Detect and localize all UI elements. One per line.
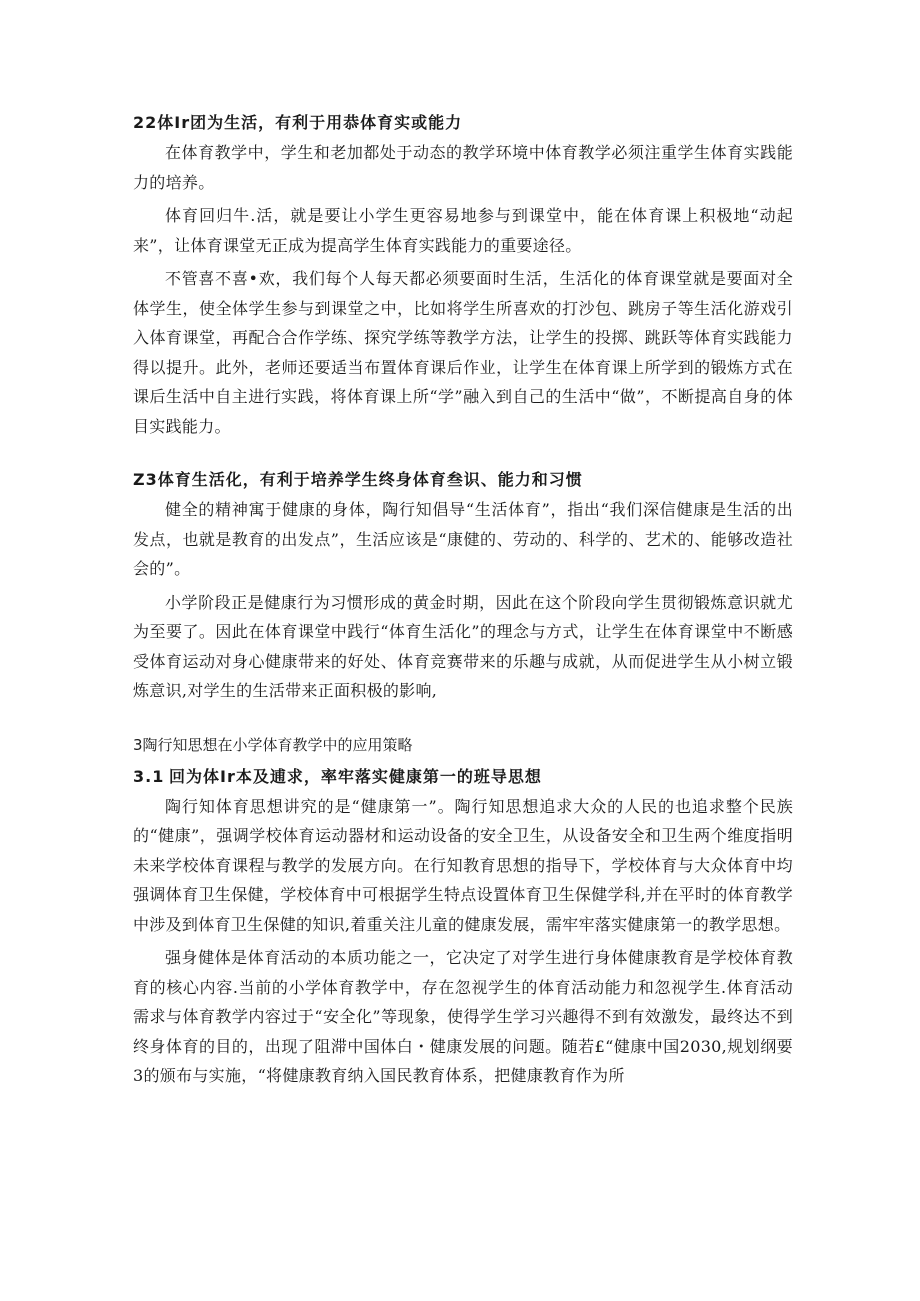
paragraph: 陶行知体育思想讲究的是“健康第一”。陶行知思想追求大众的人民的也追求整个民族的“健康”，强调学校体育运动器材和运动设备的安全卫生，从设备安全和卫生两个维度指明未来学校体育课程与教学的发展方向。在行知教育思想的指导下，学校体育与大众体育中均强调体育卫生保健，学校体育中可根据学生特点设置体育卫生保健学科,并在平时的体育教学中涉及到体育卫生保健的知识,着重关注儿童的健康发展，需牢牢落实健康第一的教学思想。 bbox=[133, 796, 793, 934]
document-body bbox=[133, 112, 793, 1095]
paragraph: 小学阶段正是健康行为习惯形成的黄金时期，因此在这个阶段向学生贯彻锻炼意识就尤为至要了。因此在体育课堂中践行“体育生活化”的理念与方式，让学生在体育课堂中不断感受体育运动对身心健康带来的好处、体育竞赛带来的乐趣与成就，从而促进学生从小树立锻炼意识,对学生的生活带来正面积极的影响, bbox=[133, 592, 793, 700]
paragraph: 体育回归牛.活，就是要让小学生更容易地参与到课堂中，能在体育课上积极地“动起来”，让体育课堂无正成为提高学生体育实践能力的重要途径。 bbox=[133, 206, 793, 255]
section-heading-2-2: 22体Ir团为生活，有利于用恭体育实或能力 bbox=[133, 113, 463, 132]
section-heading-3-1 bbox=[133, 766, 793, 788]
paragraph: 健全的精神寓于健康的身体，陶行知倡导“生活体育”，指出“我们深信健康是生活的出发点，也就是教育的出发点”，生活应该是“康健的、劳动的、科学的、艺术的、能够改造社会的”。 bbox=[133, 500, 793, 578]
paragraph: 不管喜不喜•欢，我们每个人每天都必须要面时生活，生活化的体育课堂就是要面对全体学生，使全体学生参与到课堂之中，比如将学生所喜欢的打沙包、跳房子等生活化游戏引入体育课堂，再配合合作学练、探究学练等教学方法，让学生的投掷、跳跃等体育实践能力得以提升。此外，老师还要适当布置体育课后作业，让学生在体育课上所学到的锻炼方式在课后生活中自主进行实践，将体育课上所“学”融入到自己的生活中“做”，不断提高自身的体目实践能力。 bbox=[133, 269, 793, 436]
paragraph: 在体育教学中，学生和老加都处于动态的教学环境中体育教学必须注重学生体育实践能力的培养。 bbox=[133, 143, 793, 192]
section-heading-2-3: Z3体育生活化，有利于培养学生终身体育叁识、能力和习惯 bbox=[133, 470, 583, 489]
paragraph: 强身健体是体育活动的本质功能之一，它决定了对学生进行身体健康教育是学校体育教育的核心内容.当前的小学体育教学中，存在忽视学生的体育活动能力和忽视学生.体育活动需求与体育教学内容过于“安全化”等现象，使得学生学习兴趣得不到有效激发，最终达不到终身体育的目的，出现了阻滞中国体白・健康发展的问题。随若£“健康中国2030,规划纲要3的颁布与实施，“将健康教育纳入国民教育体系，把健康教育作为所 bbox=[133, 948, 793, 1085]
section-title: 回为体Ir本及逋求，率牢落实健康第一的班导思想 bbox=[169, 766, 542, 786]
chapter-heading-3: 3陶行知思想在小学体育教学中的应用策略 bbox=[133, 735, 413, 754]
section-number: 3.1 bbox=[133, 766, 165, 786]
